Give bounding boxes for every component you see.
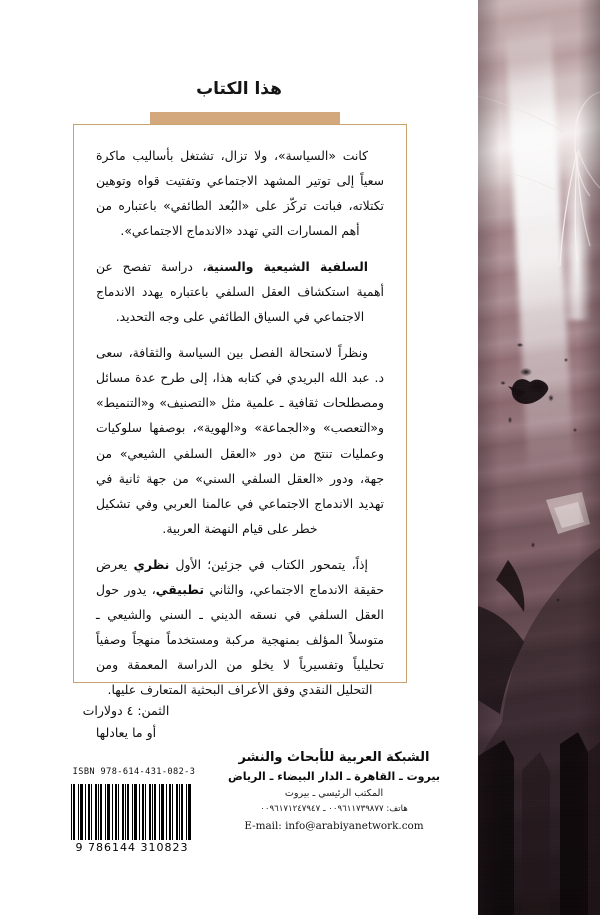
publisher-name: الشبكة العربية للأبحاث والنشر [238,750,430,765]
price-equivalent: أو ما يعادلها [95,724,157,740]
page-title: هذا الكتاب [196,79,282,99]
blurb-paragraph-3: ونظراً لاستحالة الفصل بين السياسة والثقافة، سعى د. عبد الله البريدي في كتابه هذا، إلى طرح عدة مسائل ومصطلحات ثقافية ـ علمية مثل «التصنيف» و«التنميط» و«التعصب» و«الجماعة» و«الهوية»، بوصفها سلوكيات وعمليات تنتج من دور «العقل السلفي الشيعي» من جهة، ودور «العقل السلفي السني» من جهة ثانية في تهديد الاندماج الاجتماعي في عالمنا العربي وفي تشكيل خطر على قيام النهضة العربية. [96,345,384,536]
publisher-phones: هاتف: ٠٠٩٦١١٧٣٩٨٧٧ ـ ٠٠٩٦١٧١٢٤٧٩٤٧ [260,804,408,815]
barcode [68,767,196,854]
blurb-paragraph-1: كانت «السياسة»، ولا تزال، تشتغل بأساليب ماكرة سعياً إلى توتير المشهد الاجتماعي وتفتيت قواه وتوهين تكتلاته، فباتت تركّز على «البُعد الطائفي» باعتباره من أهم المسارات التي تهدد «الاندماج الاجتماعي». [96,148,384,239]
cover-artwork-strip [478,0,600,915]
price-block [0,700,252,744]
barcode-bars [71,784,193,840]
publisher-email: E-mail: info@arabiyanetwork.com [244,819,424,832]
blurb-paragraph-4: إذاً، يتمحور الكتاب في جزئين؛ الأول نظري يعرض حقيقة الاندماج الاجتماعي، والثاني تطبيقي، يدور حول العقل السلفي في نسقه الديني ـ السني والشيعي ـ متوسلاً المؤلف بمنهجية مركبة ومستخدماً منهجاً وصفياً تحليلياً وتفسيرياً لا يخلو من الدراسة المعمقة ومن التحليل النقدي وفق الأعراف البحثية المتعارف عليها. [96,556,384,697]
artwork-grain [478,0,600,915]
blurb-text-box [73,124,407,697]
publisher-cities: بيروت ـ القاهرة ـ الدار البيضاء ـ الرياض [228,769,440,783]
blurb-paragraph-2: السلفية الشيعية والسنية، دراسة تفصح عن أهمية استكشاف العقل السلفي باعتباره يهدد الاندماج الاجتماعي في السياق الطائفي على وجه التحديد. [96,259,384,325]
publisher-block [198,748,470,836]
price-amount: الثمن: ٤ دولارات [82,703,170,718]
isbn-label: ISBN 978-614-431-082-3 [72,767,196,777]
barcode-digits: 9 786144 310823 [75,841,189,854]
publisher-head-office: المكتب الرئيسي ـ بيروت [284,788,384,800]
